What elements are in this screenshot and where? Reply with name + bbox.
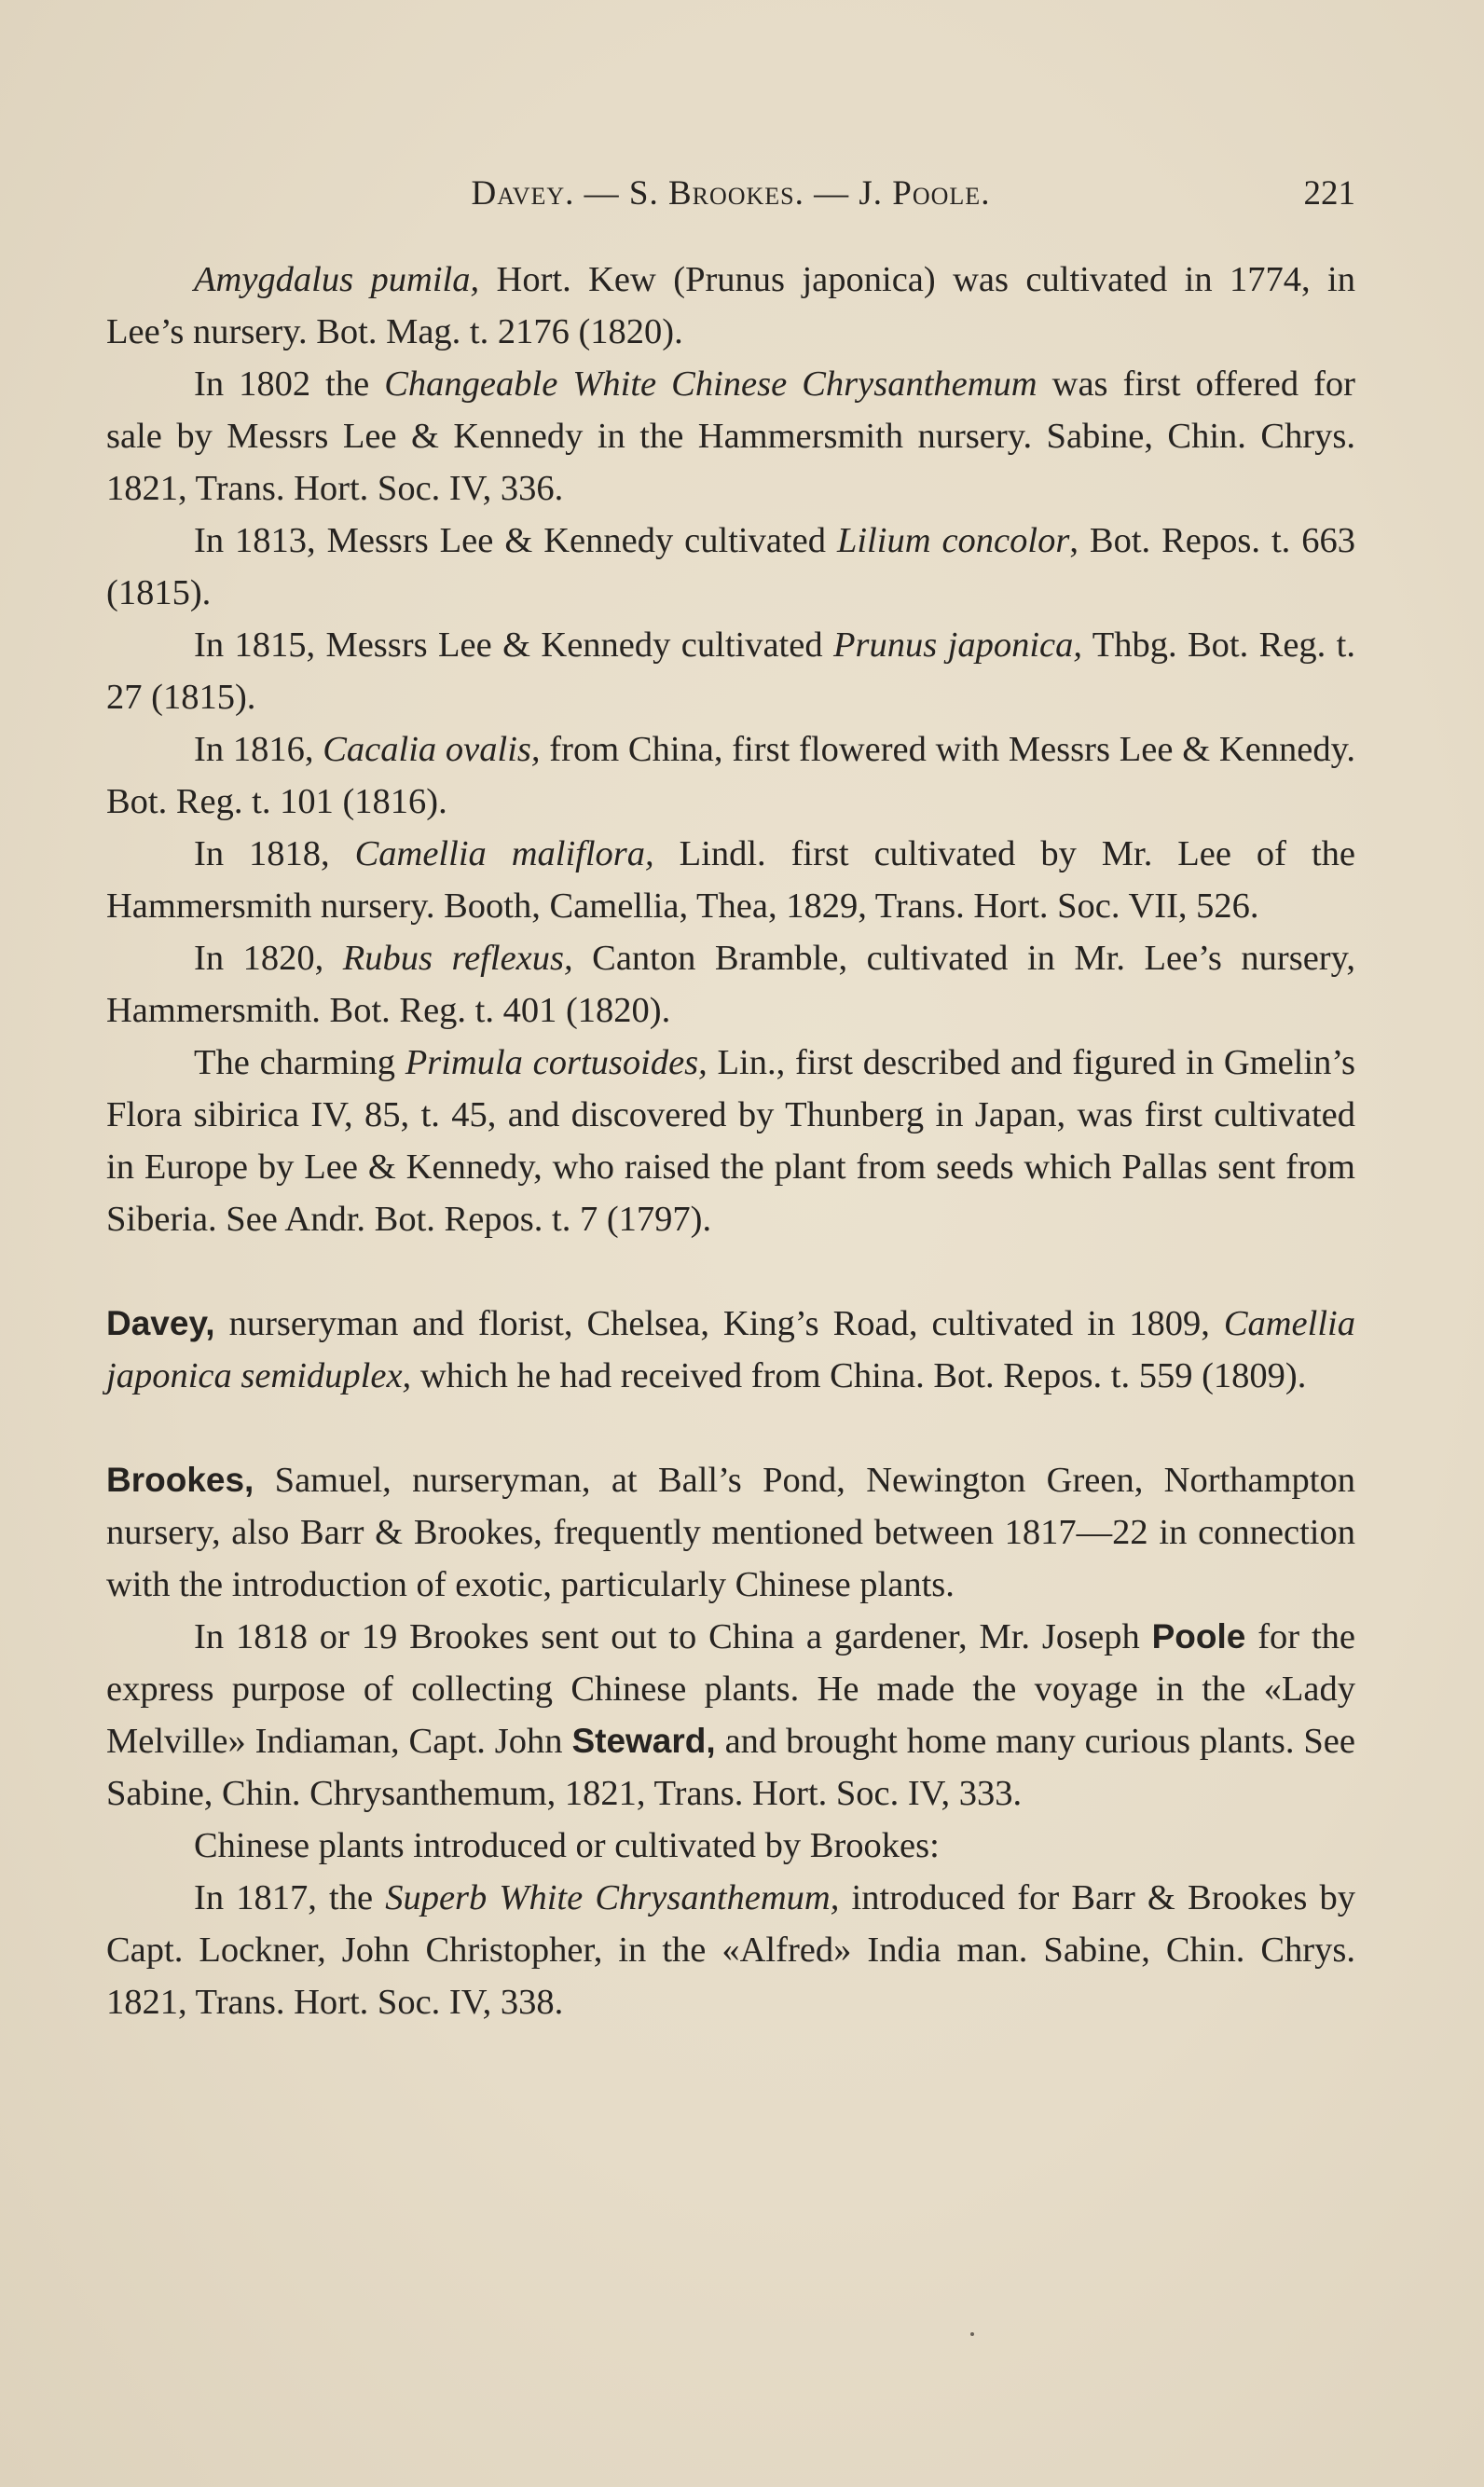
page-number: 221 [1303,174,1355,213]
taxon-rubus-reflexus: Rubus reflexus, [342,939,573,978]
taxon-amygdalus: Amygdalus pumila, [194,260,480,299]
text-post: Canton Bramble, cultivated in Mr. Lee’s nursery, Hammersmith. Bot. Reg. t. 401 (1820). [106,939,1356,1030]
text-list-intro: Chinese plants introduced or cultivated by Brookes: [194,1826,940,1865]
taxon-prunus-japonica: Prunus japonica, [833,625,1082,665]
paragraph-primula [106,1037,1355,1245]
text-post: Lindl. first cultivated by Mr. Lee of the Hammersmith nursery. Booth, Camellia, Thea, 1829, Trans. Hort. Soc. VII, 526. [106,834,1355,926]
text-post: , Bot. Repos. t. 663 (1815). [106,521,1355,612]
entry-name-davey: Davey, [106,1304,215,1342]
paragraph-lilium-1813 [106,515,1355,619]
entry-name-steward: Steward, [571,1722,716,1760]
taxon-cacalia-ovalis: Cacalia ovalis, [323,730,541,769]
entry-brookes [106,1454,1355,1611]
text-pre: The charming [194,1043,405,1082]
text-amygdalus: Hort. Kew (Prunus japonica) was cultivated in 1774, in Lee’s nursery. Bot. Mag. t. 2176 (1820). [106,260,1355,351]
text-post: from China, first flowered with Messrs Lee & Kennedy. Bot. Reg. t. 101 (1816). [106,730,1356,821]
paragraph-chrysanthemum-1802 [106,358,1355,515]
paragraph-rubus-1820 [106,932,1355,1037]
text-post: which he had received from China. Bot. Repos. t. 559 (1809). [411,1356,1307,1395]
paragraph-amygdalus [106,254,1355,358]
page-speck [970,2332,974,2336]
paragraph-list-intro [106,1820,1355,1872]
text-pre: In 1818, [194,834,355,873]
text-pre: In 1820, [194,939,343,978]
text-pre: In 1802 the [194,364,385,404]
entry-name-brookes: Brookes, [106,1461,254,1499]
text-post: Thbg. Bot. Reg. t. 27 (1815). [106,625,1355,717]
taxon-superb-white-chrysanthemum: Superb White Chrysanthemum, [385,1878,840,1917]
running-title: Davey. — S. Brookes. — J. Poole. [471,174,991,213]
text-post: Lin., first described and figured in Gmelin’s Flora sibirica IV, 85, t. 45, and discovered by Thunberg in Japan, was first cultivated in Europe by Lee & Kennedy, who raised the plant from seeds which Pallas sent from Siberia. See Andr. Bot. Repos. t. 7 (1797). [106,1043,1355,1239]
page-body [106,254,1355,2028]
taxon-camellia-maliflora: Camellia maliflora, [354,834,654,873]
text-intro: Samuel, nurseryman, at Ball’s Pond, Newington Green, Northampton nursery, also Barr & Brookes, frequently mentioned between 1817—22 in connection with the introduction of exotic, particularly Chinese plants. [106,1461,1355,1604]
paragraph-prunus-1815 [106,619,1355,723]
text-post: was first offered for sale by Messrs Lee & Kennedy in the Hammersmith nursery. Sabine, Chin. Chrys. 1821, Trans. Hort. Soc. IV, 336. [106,364,1356,508]
taxon-camellia-japonica-semiduplex: Camellia japonica semiduplex, [106,1304,1355,1395]
text-pre: In 1815, Messrs Lee & Kennedy cultivated [194,625,833,665]
text-post: introduced for Barr & Brookes by Capt. Lockner, John Christopher, in the «Alfred» India man. Sabine, Chin. Chrys. 1821, Trans. Hort. Soc. IV, 338. [106,1878,1355,2022]
text-pre: In 1816, [194,730,323,769]
text-pre: In 1817, the [194,1878,386,1917]
text-pre: nurseryman and florist, Chelsea, King’s Road, cultivated in 1809, [214,1304,1224,1343]
text-pre: In 1813, Messrs Lee & Kennedy cultivated [194,521,837,560]
entry-davey [106,1298,1355,1402]
page-header [106,166,1355,222]
taxon-lilium-concolor: Lilium concolor [836,521,1070,560]
text-mid: for the express purpose of collecting Chinese plants. He made the voyage in the «Lady Melville» Indiaman, Capt. John [106,1617,1355,1761]
paragraph-cacalia-1816 [106,723,1355,828]
paragraph-poole [106,1611,1355,1820]
taxon-changeable-white-chrysanthemum: Changeable White Chinese Chrysanthemum [384,364,1037,404]
paragraph-camellia-1818 [106,828,1355,932]
text-pre: In 1818 or 19 Brookes sent out to China a gardener, Mr. Joseph [194,1617,1152,1656]
text-post: and brought home many curious plants. See Sabine, Chin. Chrysanthemum, 1821, Trans. Hort. Soc. IV, 333. [106,1722,1355,1813]
entry-name-poole: Poole [1151,1617,1246,1656]
taxon-primula-cortusoides: Primula cortusoides, [405,1043,708,1082]
paragraph-superb-chrysanthemum [106,1872,1355,2028]
